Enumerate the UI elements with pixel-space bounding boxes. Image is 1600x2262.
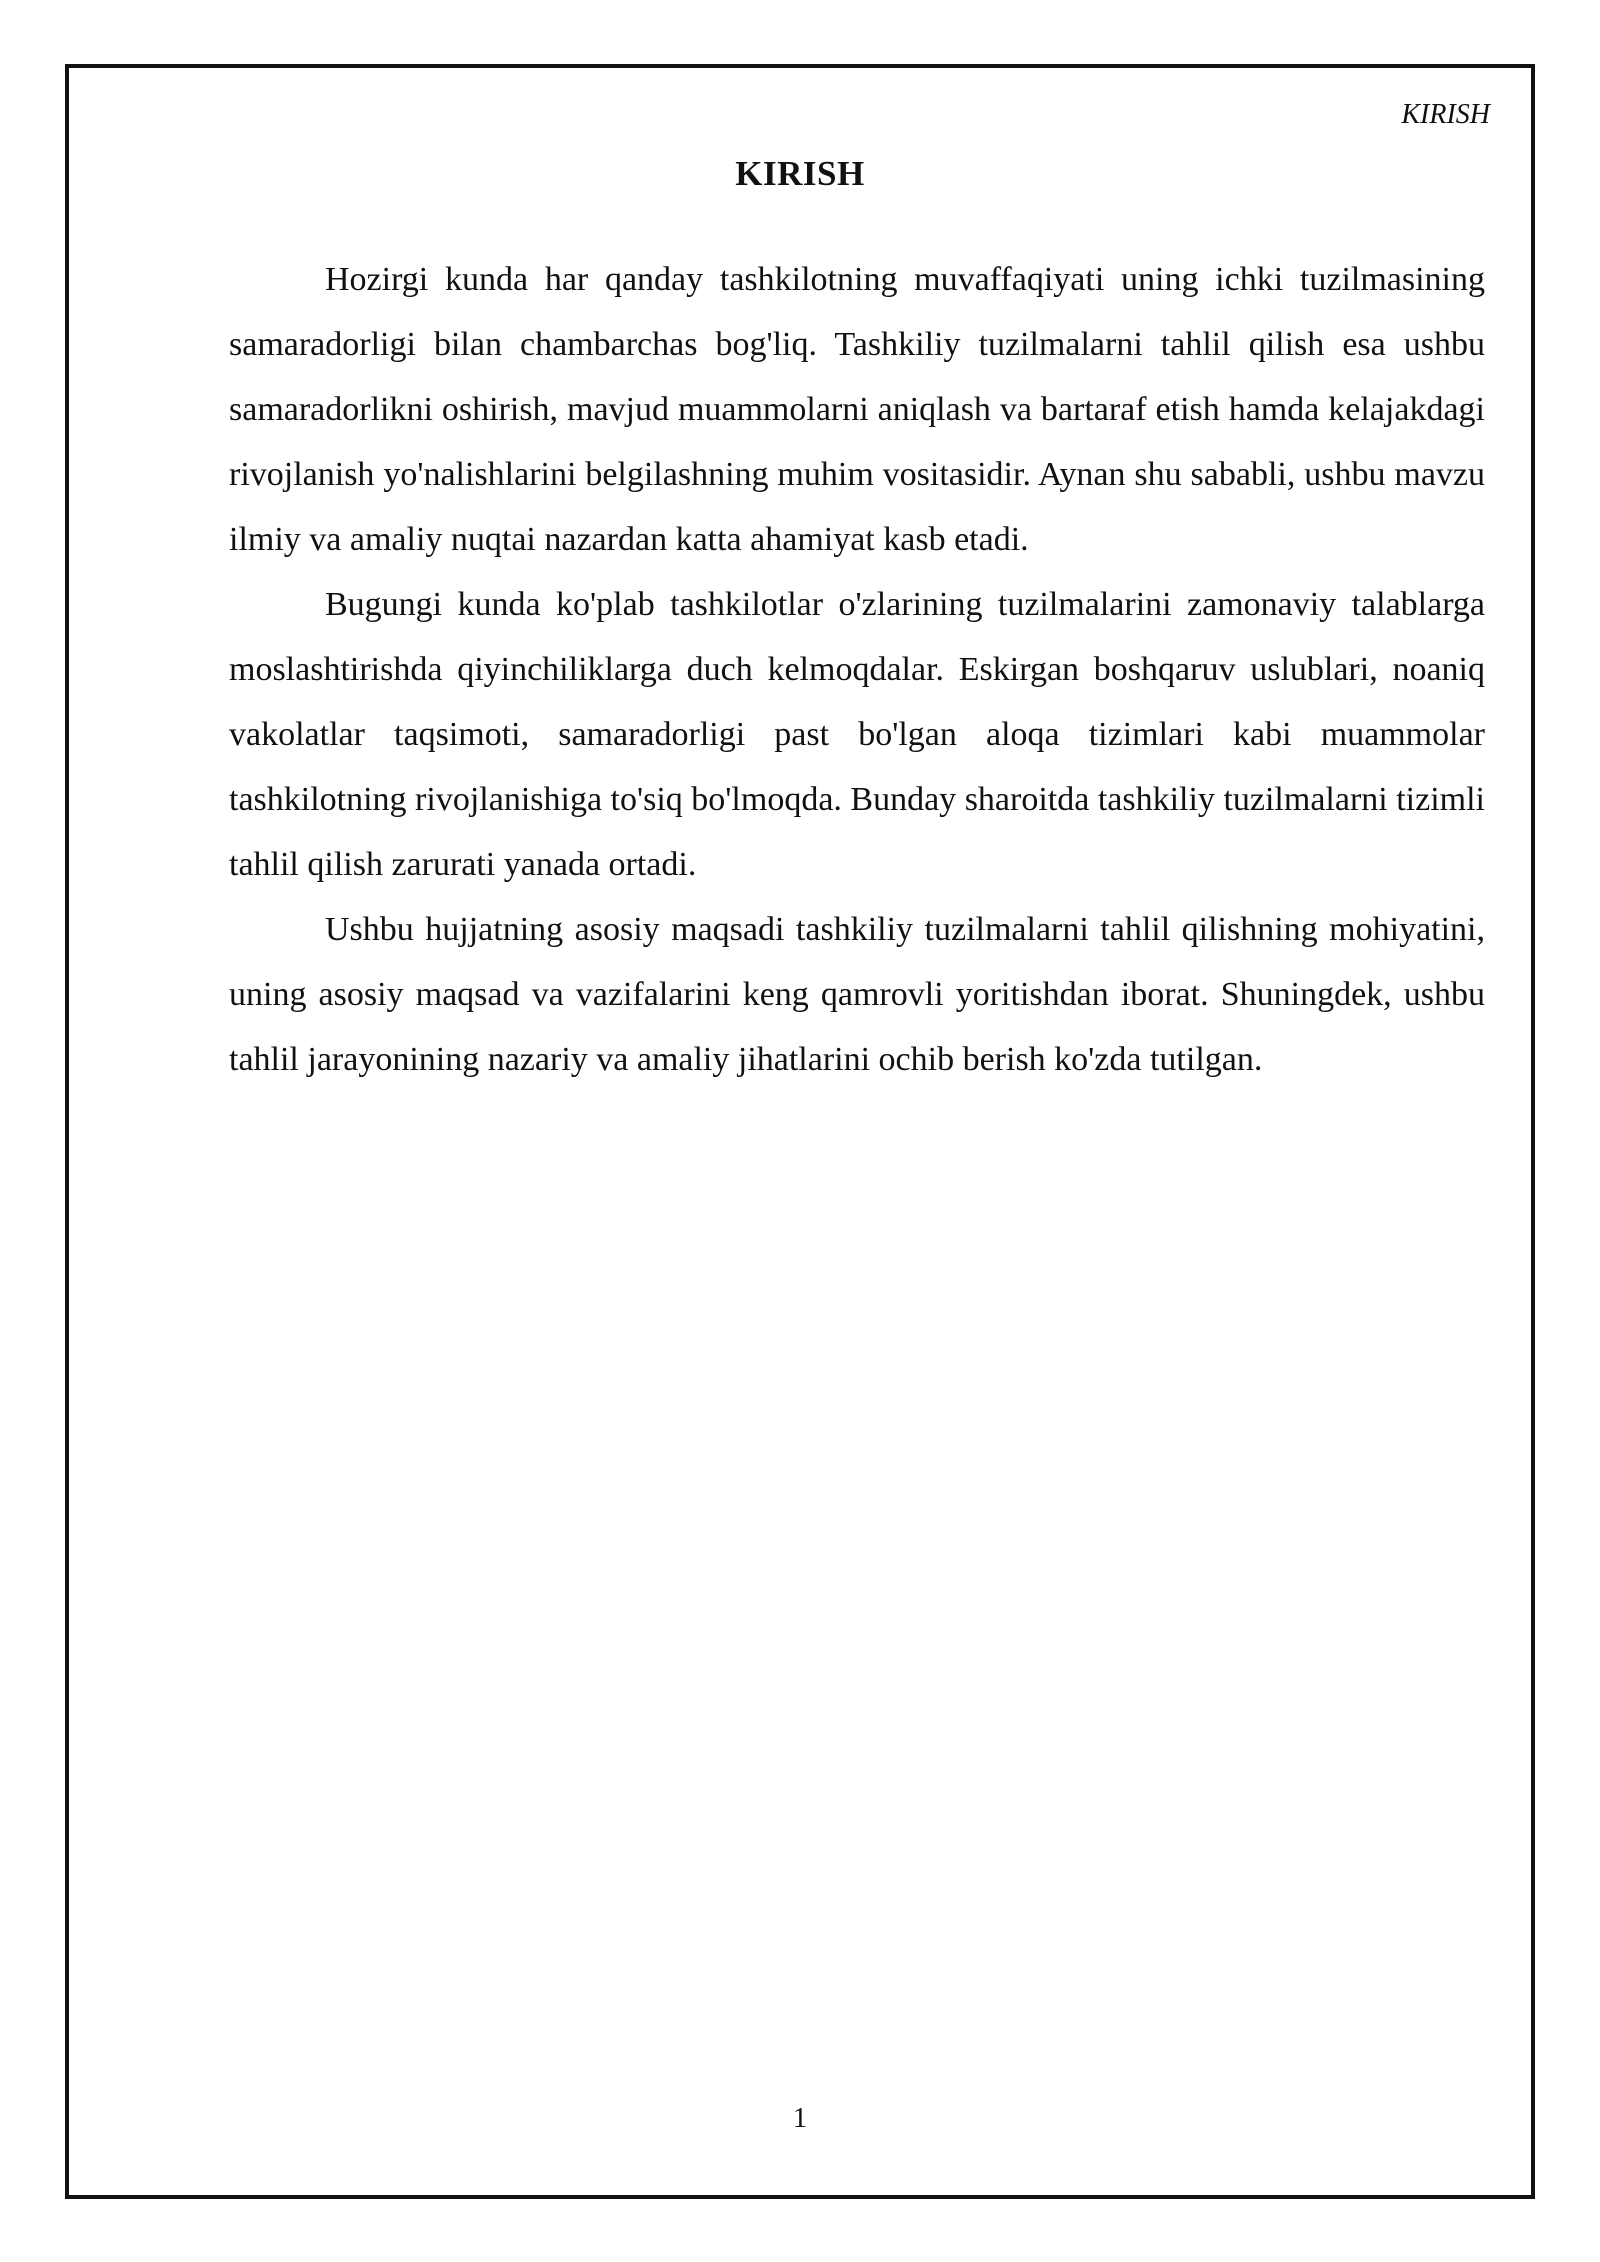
page-title: KIRISH [735, 154, 865, 193]
running-header: KIRISH [1401, 99, 1490, 130]
paragraph-1: Hozirgi kunda har qanday tashkilotning muvaffaqiyati uning ichki tuzilmasining samaradorligi bilan chambarchas bog'liq. Tashkiliy tuzilmalarni tahlil qilish esa ushbu samaradorlikni oshirish, mavjud muammolarni aniqlash va bartaraf etish hamda kelajakdagi rivojlanish yo'nalishlarini belgilashning muhim vositasidir. Aynan shu sababli, ushbu mavzu ilmiy va amaliy nuqtai nazardan katta ahamiyat kasb etadi. [229, 261, 1485, 558]
page-number: 1 [792, 2102, 808, 2134]
body-text [229, 247, 1485, 1092]
paragraph-3: Ushbu hujjatning asosiy maqsadi tashkiliy tuzilmalarni tahlil qilishning mohiyatini, uning asosiy maqsad va vazifalarini keng qamrovli yoritishdan iborat. Shuningdek, ushbu tahlil jarayonining nazariy va amaliy jihatlarini ochib berish ko'zda tutilgan. [229, 911, 1485, 1078]
paragraph-2: Bugungi kunda ko'plab tashkilotlar o'zlarining tuzilmalarini zamonaviy talablarga moslashtirishda qiyinchiliklarga duch kelmoqdalar. Eskirgan boshqaruv uslublari, noaniq vakolatlar taqsimoti, samaradorligi past bo'lgan aloqa tizimlari kabi muammolar tashkilotning rivojlanishiga to'siq bo'lmoqda. Bunday sharoitda tashkiliy tuzilmalarni tizimli tahlil qilish zarurati yanada ortadi. [229, 586, 1485, 883]
